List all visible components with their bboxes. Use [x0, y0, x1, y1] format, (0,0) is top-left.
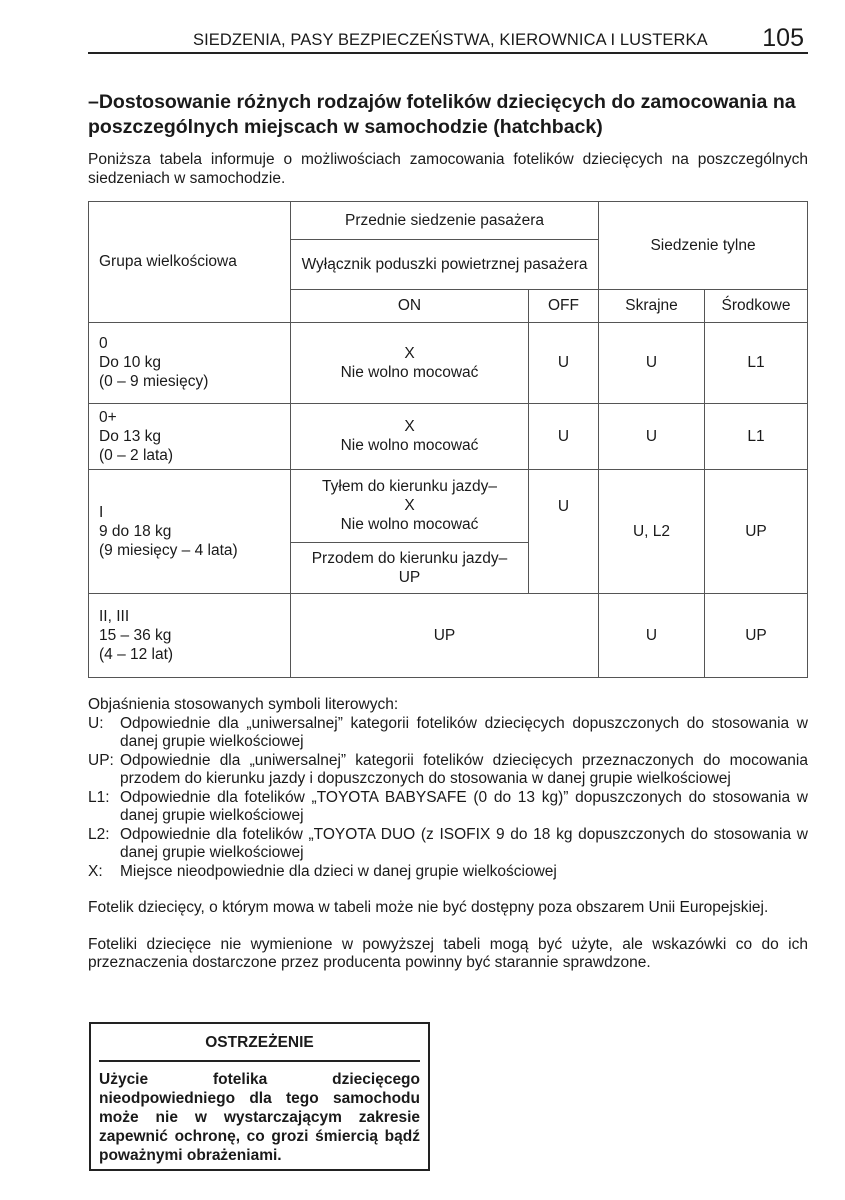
group-cell: [89, 469, 291, 594]
outer-cell: U: [599, 594, 705, 678]
legend-key: L2:: [88, 825, 110, 843]
legend-key: U:: [88, 714, 104, 732]
group-code: I: [99, 503, 104, 521]
on-value: X: [404, 344, 415, 362]
child-seat-table: [88, 201, 808, 678]
legend-item: [88, 752, 808, 789]
legend-title: Objaśnienia stosowanych symboli literowych:: [88, 696, 399, 713]
on-header: ON: [291, 289, 529, 322]
rear-seat-header: Siedzenie tylne: [599, 202, 808, 290]
group-cell: [89, 404, 291, 469]
group-age: (4 – 12 lat): [99, 646, 174, 664]
outer-header: Skrajne: [599, 289, 705, 322]
on-orientation: Tyłem do kierunku jazdy–: [322, 478, 497, 496]
legend-text: Odpowiednie dla „uniwersalnej” kategorii fotelików dziecięcych przeznaczonych do mocowania przodem do kierunku jazdy i dopuszczonych do stosowania w danej grupie wielkościowej: [120, 751, 808, 787]
table-row: [89, 404, 808, 469]
group-cell: [89, 322, 291, 404]
on-cell: [291, 322, 529, 404]
outer-cell: U, L2: [599, 469, 705, 594]
legend-item: [88, 715, 808, 752]
outer-cell: U: [599, 404, 705, 469]
off-cell: U: [529, 469, 599, 594]
front-cell: UP: [291, 594, 599, 678]
group-age: (0 – 2 lata): [99, 446, 174, 464]
legend-text: Miejsce nieodpowiednie dla dzieci w danej grupie wielkościowej: [120, 862, 557, 880]
legend-item: [88, 826, 808, 863]
legend-text: Odpowiednie dla „uniwersalnej” kategorii fotelików dziecięcych dopuszczonych do stosowania w danej grupie wielkościowej: [120, 714, 808, 750]
table-header-row: [89, 202, 808, 240]
legend-text: Odpowiednie dla fotelików „TOYOTA DUO (z ISOFIX 9 do 18 kg dopuszczonych do stosowania w danej grupie wielkościowej: [120, 825, 808, 861]
off-cell: U: [529, 322, 599, 404]
group-age: (9 miesięcy – 4 lata): [99, 541, 238, 559]
middle-cell: UP: [705, 469, 808, 594]
page-number: 105: [762, 24, 804, 52]
on-value: UP: [398, 569, 421, 587]
page-header: [88, 26, 808, 54]
group-age: (0 – 9 miesięcy): [99, 373, 209, 391]
other-seats-paragraph: Foteliki dziecięce nie wymienione w powyższej tabeli mogą być użyte, ale wskazówki co do ich przeznaczenia dostarczone przez producenta powinny być starannie sprawdzone.: [88, 935, 808, 971]
notes-section: [88, 696, 808, 973]
section-title: –Dostosowanie różnych rodzajów fotelików dziecięcych do zamocowania na poszczególnych miejscach w samochodzie (hatchback): [88, 91, 796, 138]
on-cell-rear-facing: [291, 469, 529, 543]
legend-item: [88, 789, 808, 826]
legend-key: L1:: [88, 788, 110, 806]
off-cell: U: [529, 404, 599, 469]
warning-box: [89, 1022, 430, 1171]
middle-header: Środkowe: [705, 289, 808, 322]
on-note: Nie wolno mocować: [340, 363, 479, 381]
table-row: [89, 469, 808, 543]
on-note: Nie wolno mocować: [340, 516, 479, 534]
on-cell: [291, 404, 529, 469]
off-header: OFF: [529, 289, 599, 322]
on-cell-forward-facing: [291, 543, 529, 594]
on-note: Nie wolno mocować: [340, 437, 479, 455]
group-cell: [89, 594, 291, 678]
group-weight: Do 10 kg: [99, 354, 162, 372]
legend-item: [88, 863, 808, 882]
middle-cell: UP: [705, 594, 808, 678]
legend-key: UP:: [88, 751, 114, 769]
table-row: [89, 594, 808, 678]
header-title: SIEDZENIA, PASY BEZPIECZEŃSTWA, KIEROWNICA I LUSTERKA: [193, 31, 708, 49]
middle-cell: L1: [705, 404, 808, 469]
on-value: X: [404, 497, 415, 515]
group-code: 0+: [99, 408, 117, 426]
warning-body: Użycie fotelika dziecięcego nieodpowiedniego dla tego samochodu może nie w wystarczającym zakresie zapewnić ochronę, co grozi śmiercią bądź poważnymi obrażeniami.: [99, 1071, 420, 1164]
warning-title: OSTRZEŻENIE: [99, 1024, 420, 1062]
availability-paragraph: Fotelik dziecięcy, o którym mowa w tabeli może nie być dostępny poza obszarem Unii Europejskiej.: [88, 899, 769, 916]
legend-key: X:: [88, 862, 103, 880]
outer-cell: U: [599, 322, 705, 404]
on-value: X: [404, 418, 415, 436]
group-code: 0: [99, 335, 108, 353]
on-orientation: Przodem do kierunku jazdy–: [311, 550, 508, 568]
middle-cell: L1: [705, 322, 808, 404]
front-seat-header: Przednie siedzenie pasażera: [291, 202, 599, 240]
table-row: [89, 322, 808, 404]
group-code: II, III: [99, 608, 130, 626]
group-weight: 15 – 36 kg: [99, 627, 172, 645]
intro-paragraph: Poniższa tabela informuje o możliwościach zamocowania fotelików dziecięcych na poszczególnych siedzeniach w samochodzie.: [88, 151, 808, 187]
group-header: Grupa wielkościowa: [89, 202, 291, 323]
group-weight: Do 13 kg: [99, 427, 162, 445]
group-weight: 9 do 18 kg: [99, 522, 172, 540]
legend-text: Odpowiednie dla fotelików „TOYOTA BABYSAFE (0 do 13 kg)” dopuszczonych do stosowania w danej grupie wielkościowej: [120, 788, 808, 824]
airbag-switch-header: Wyłącznik poduszki powietrznej pasażera: [291, 239, 599, 289]
